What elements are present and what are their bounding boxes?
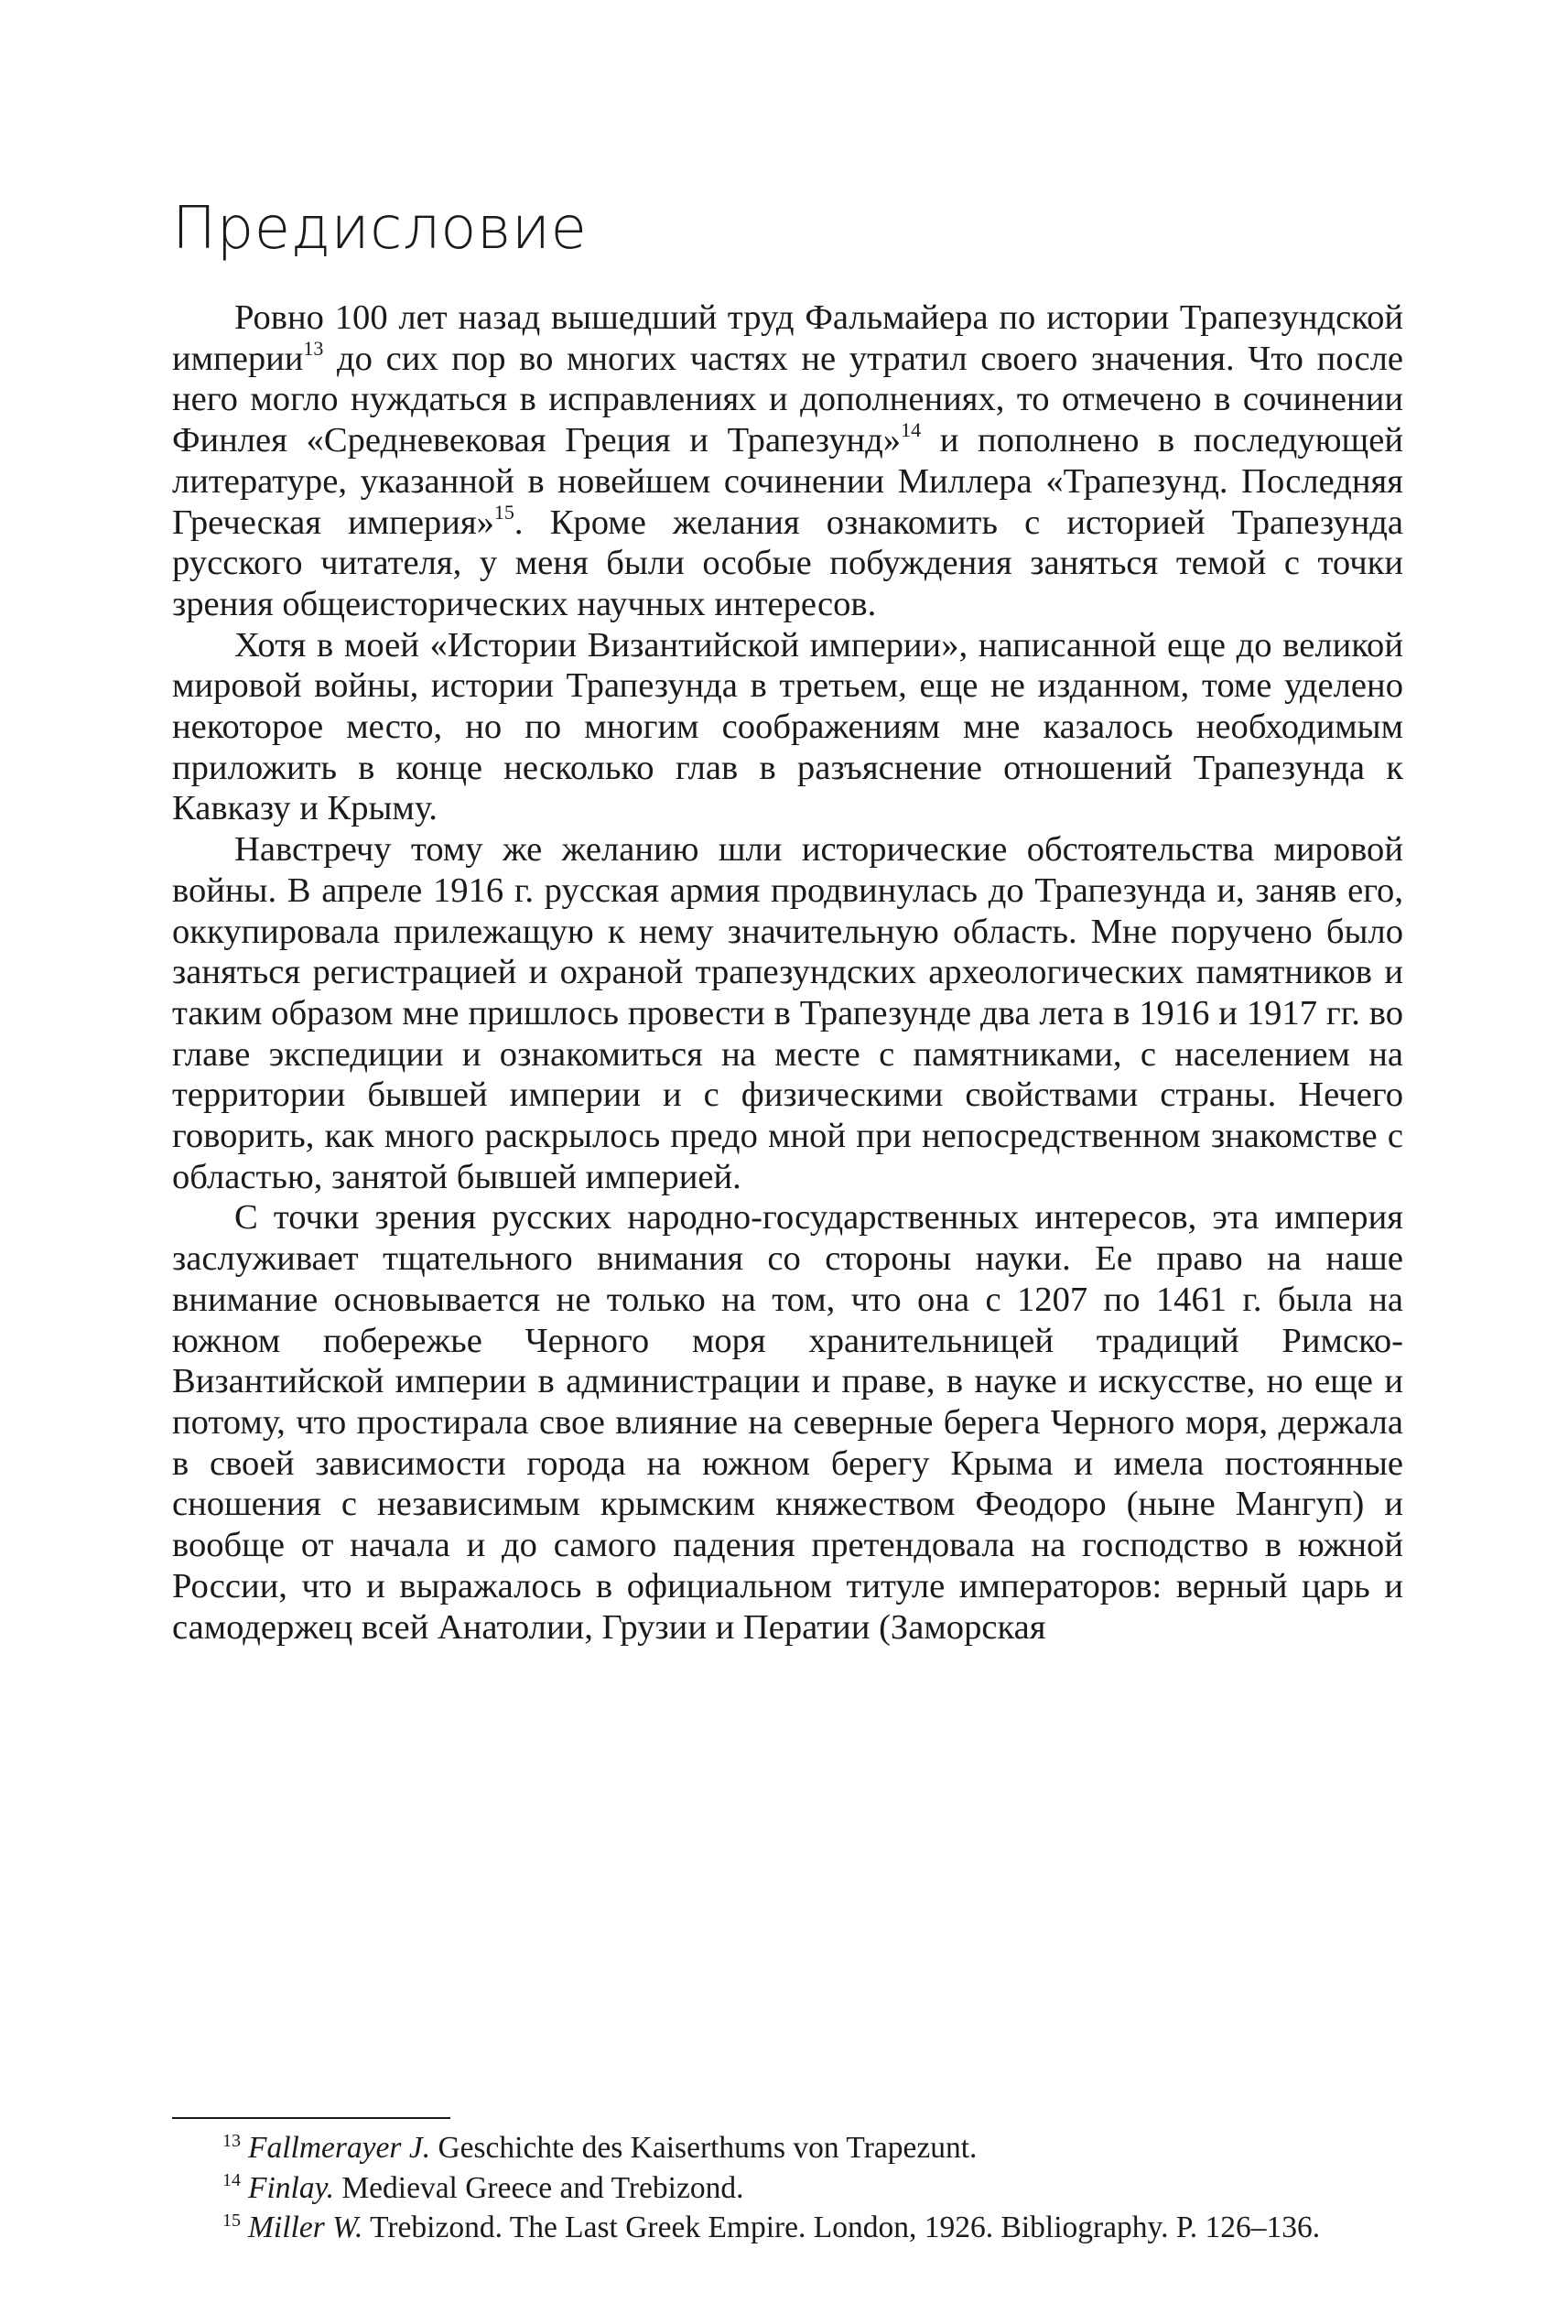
paragraph-1-part-b: до сих пор во многих частях не утратил своего значения. Что после него могло нуждаться в исправлениях и дополнениях, то отмечено в сочинении Финлея «Средневековая Греция и Трапезунд» [172,339,1403,460]
footnote-author: Miller W. [248,2211,363,2244]
footnote-15 [172,2208,1403,2248]
paragraph-1 [172,297,1403,625]
footnote-ref-15[interactable]: 15 [493,500,514,524]
footnote-number: 15 [222,2210,241,2231]
footnote-number: 14 [222,2170,241,2191]
footnote-number: 13 [222,2130,241,2151]
paragraph-1-part-c: и пополнено в последующей литературе, указанной в новейшем сочинении Миллера «Трапезунд. Последняя Греческая империя» [172,421,1403,542]
paragraph-1-part-a: Ровно 100 лет назад вышедший труд Фальмайера по истории Трапезундской империи [172,298,1403,378]
footnote-text: Medieval Greece and Trebizond. [333,2170,744,2205]
footnotes [172,2128,1403,2248]
main-text [172,297,1403,1648]
footnote-ref-13[interactable]: 13 [303,336,324,360]
paragraph-3: Навстречу тому же желанию шли исторические обстоятельства мировой войны. В апреле 1916 г. русская армия продвинулась до Трапезунда и, заняв его, оккупировала прилежащую к нему значительную область. Мне поручено было заняться регистрацией и охраной трапезундских археологических памятников и таким образом мне пришлось провести в Трапезунде два лета в 1916 и 1917 гг. во главе экспедиции и ознакомиться на месте с памятниками, с населением на территории бывшей империи и с физическими свойствами страны. Нечего говорить, как много раскрылось предо мной при непосредственном знакомстве с областью, занятой бывшей империей. [172,830,1403,1196]
footnote-14 [172,2168,1403,2209]
paragraph-4: С точки зрения русских народно-государственных интересов, эта империя заслуживает тщательного внимания со стороны науки. Ее право на наше внимание основывается не только на том, что она с 1207 по 1461 г. была на южном побережье Черного моря хранительницей традиций Римско-Византийской империи в администрации и праве, в науке и искусстве, но еще и потому, что простирала свое влияние на северные берега Черного моря, держала в своей зависимости города на южном берегу Крыма и имела постоянные сношения с независимым крымским княжеством Феодоро (ныне Мангуп) и вообще от начала и до самого падения претендовала на господство в южной России, что и выражалось в официальном титуле императоров: верный царь и самодержец всей Анатолии, Грузии и Ператии (Заморская [172,1198,1403,1647]
footnote-text: Geschichte des Kaiserthums von Trapezunt. [430,2131,978,2165]
paragraph-1-part-d: . Кроме желания ознакомить с историей Трапезунда русского читателя, у меня были особые побуждения заняться темой с точки зрения общеисторических научных интересов. [172,503,1403,623]
footnote-author: Finlay. [248,2170,334,2205]
footnote-text: Trebizond. The Last Greek Empire. London, 1926. Bibliography. P. 126–136. [362,2211,1321,2244]
footnote-ref-14[interactable]: 14 [901,418,922,442]
footnote-separator [172,2117,450,2119]
paragraph-2: Хотя в моей «Истории Византийской империи», написанной еще до великой мировой войны, истории Трапезунда в третьем, еще не изданном, томе уделено некоторое место, но по многим соображениям мне казалось необходимым приложить в конце несколько глав в разъяснение отношений Трапезунда к Кавказу и Крыму. [172,625,1403,828]
footnote-author: Fallmerayer J. [248,2131,431,2165]
page-title: Предисловие [172,195,588,263]
footnote-13 [172,2128,1403,2168]
